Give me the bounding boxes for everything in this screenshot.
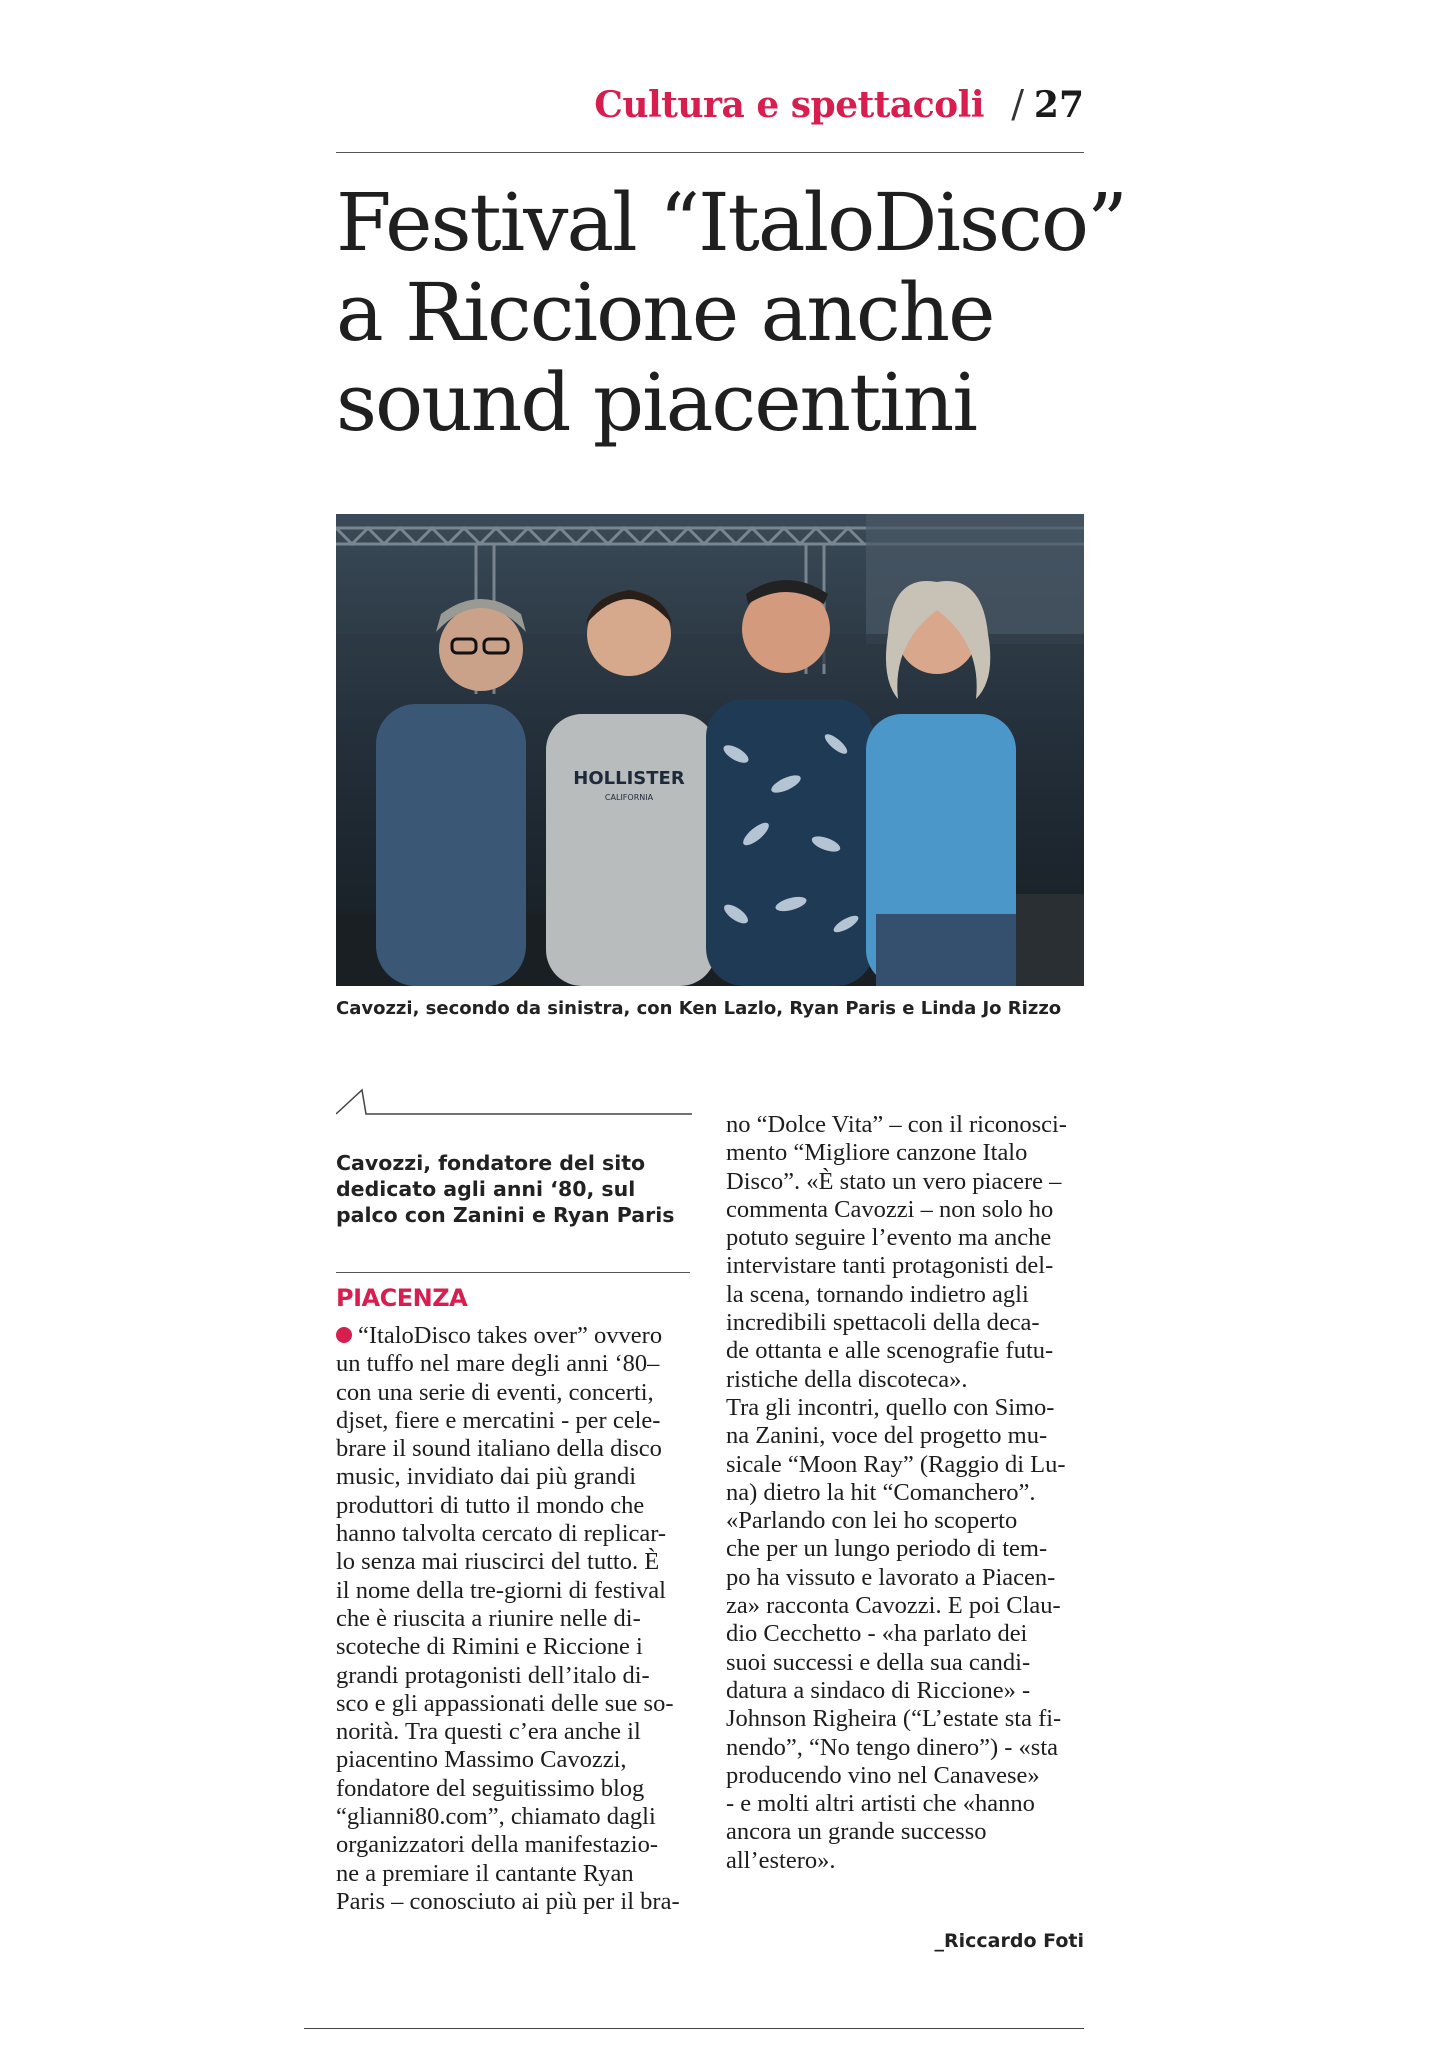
body-line: datura a sindaco di Riccione» - <box>726 1676 1031 1704</box>
body-line: djset, fiere e mercatini - per cele- <box>336 1406 661 1434</box>
body-line: suoi successi e della sua candi- <box>726 1648 1031 1676</box>
headline-line: sound piacentini <box>336 356 976 449</box>
body-line: che per un lungo periodo di tem- <box>726 1535 1048 1563</box>
body-line: producendo vino nel Canavese» <box>726 1761 1040 1789</box>
body-line-text: “ItaloDisco takes over” ovvero <box>358 1322 663 1349</box>
body-line: ne a premiare il cantante Ryan <box>336 1859 634 1887</box>
body-line: che è riuscita a riunire nelle di- <box>336 1604 641 1632</box>
body-line: hanno talvolta cercato di replicar- <box>336 1520 667 1548</box>
body-line: produttori di tutto il mondo che <box>336 1491 645 1519</box>
body-line: na) dietro la hit “Comanchero”. <box>726 1478 1036 1506</box>
body-line: all’estero». <box>726 1846 836 1874</box>
body-line: incredibili spettacoli della deca- <box>726 1309 1040 1337</box>
headline <box>336 176 1126 449</box>
body-line: fondatore del seguitissimo blog <box>336 1774 645 1802</box>
body-line: la scena, tornando indietro agli <box>726 1280 1029 1308</box>
summary-line: Cavozzi, fondatore del sito <box>336 1151 646 1175</box>
body-line: piacentino Massimo Cavozzi, <box>336 1746 627 1774</box>
summary-line: dedicato agli anni ‘80, sul <box>336 1177 636 1201</box>
group-photo-illustration <box>336 514 1084 986</box>
body-line: po ha vissuto e lavorato a Piacen- <box>726 1563 1056 1591</box>
body-line: intervistare tanti protagonisti del- <box>726 1252 1054 1280</box>
body-line: sco e gli appassionati delle sue so- <box>336 1689 674 1717</box>
article-photo <box>336 514 1084 986</box>
body-line: con una serie di eventi, concerti, <box>336 1378 654 1406</box>
photo-caption: Cavozzi, secondo da sinistra, con Ken Lazlo, Ryan Paris e Linda Jo Rizzo <box>336 998 1062 1019</box>
body-line: dio Cecchetto - «ha parlato dei <box>726 1620 1028 1648</box>
section-label: Cultura e spettacoli <box>594 84 984 126</box>
page-number: 27 <box>1033 84 1084 126</box>
body-line: lo senza mai riuscirci del tutto. È <box>336 1548 660 1576</box>
body-line: ancora un grande successo <box>726 1818 987 1846</box>
body-line: sicale “Moon Ray” (Raggio di Lu- <box>726 1450 1066 1478</box>
body-line: un tuffo nel mare degli anni ‘80– <box>336 1350 660 1378</box>
byline: _Riccardo Foti <box>934 1930 1084 1952</box>
body-line: Paris – conosciuto ai più per il bra- <box>336 1887 680 1915</box>
body-column-left <box>336 1322 698 1916</box>
body-line: scoteche di Rimini e Riccione i <box>336 1633 643 1661</box>
body-line: «Parlando con lei ho scoperto <box>726 1507 1018 1535</box>
body-line: de ottanta e alle scenografie futu- <box>726 1337 1054 1365</box>
dateline: PIACENZA <box>336 1284 468 1312</box>
body-line: - e molti altri artisti che «hanno <box>726 1790 1035 1818</box>
body-line: Tra gli incontri, quello con Simo- <box>726 1393 1055 1421</box>
article-summary <box>336 1150 698 1228</box>
body-line: no “Dolce Vita” – con il riconosci- <box>726 1111 1067 1138</box>
body-line: na Zanini, voce del progetto mu- <box>726 1422 1048 1450</box>
summary-line: palco con Zanini e Ryan Paris <box>336 1203 675 1227</box>
bottom-rule <box>304 2028 1084 2029</box>
body-line: Johnson Righeira (“L’estate sta fi- <box>726 1705 1062 1733</box>
body-line: norità. Tra questi c’era anche il <box>336 1718 641 1746</box>
body-line: ristiche della discoteca». <box>726 1365 968 1393</box>
body-line <box>336 1322 698 1350</box>
body-line: za» racconta Cavozzi. E poi Clau- <box>726 1592 1061 1620</box>
body-line: potuto seguire l’evento ma anche <box>726 1224 1052 1252</box>
shirt-subtext: CALIFORNIA <box>604 793 654 802</box>
shirt-text: HOLLISTER <box>573 768 685 789</box>
body-line: mento “Migliore canzone Italo <box>726 1139 1028 1167</box>
body-line: commenta Cavozzi – non solo ho <box>726 1195 1054 1223</box>
body-line: nendo”, “No tengo dinero”) - «sta <box>726 1733 1058 1761</box>
summary-rule <box>336 1088 692 1116</box>
page-slash: / <box>1011 82 1024 126</box>
body-column-right <box>726 1111 1088 1875</box>
body-line: il nome della tre-giorni di festival <box>336 1576 666 1604</box>
body-line: Disco”. «È stato un vero piacere – <box>726 1167 1062 1195</box>
summary-bottom-rule <box>336 1272 690 1273</box>
body-line: music, invidiato dai più grandi <box>336 1463 637 1491</box>
bullet-icon <box>336 1327 352 1343</box>
headline-line: Festival “ItaloDisco” <box>336 176 1126 269</box>
section-header <box>336 80 1084 153</box>
body-line: “glianni80.com”, chiamato dagli <box>336 1803 656 1831</box>
headline-line: a Riccione anche <box>336 266 994 359</box>
body-line: organizzatori della manifestazio- <box>336 1831 658 1859</box>
body-line: grandi protagonisti dell’italo di- <box>336 1661 650 1689</box>
body-line: brare il sound italiano della disco <box>336 1435 662 1463</box>
